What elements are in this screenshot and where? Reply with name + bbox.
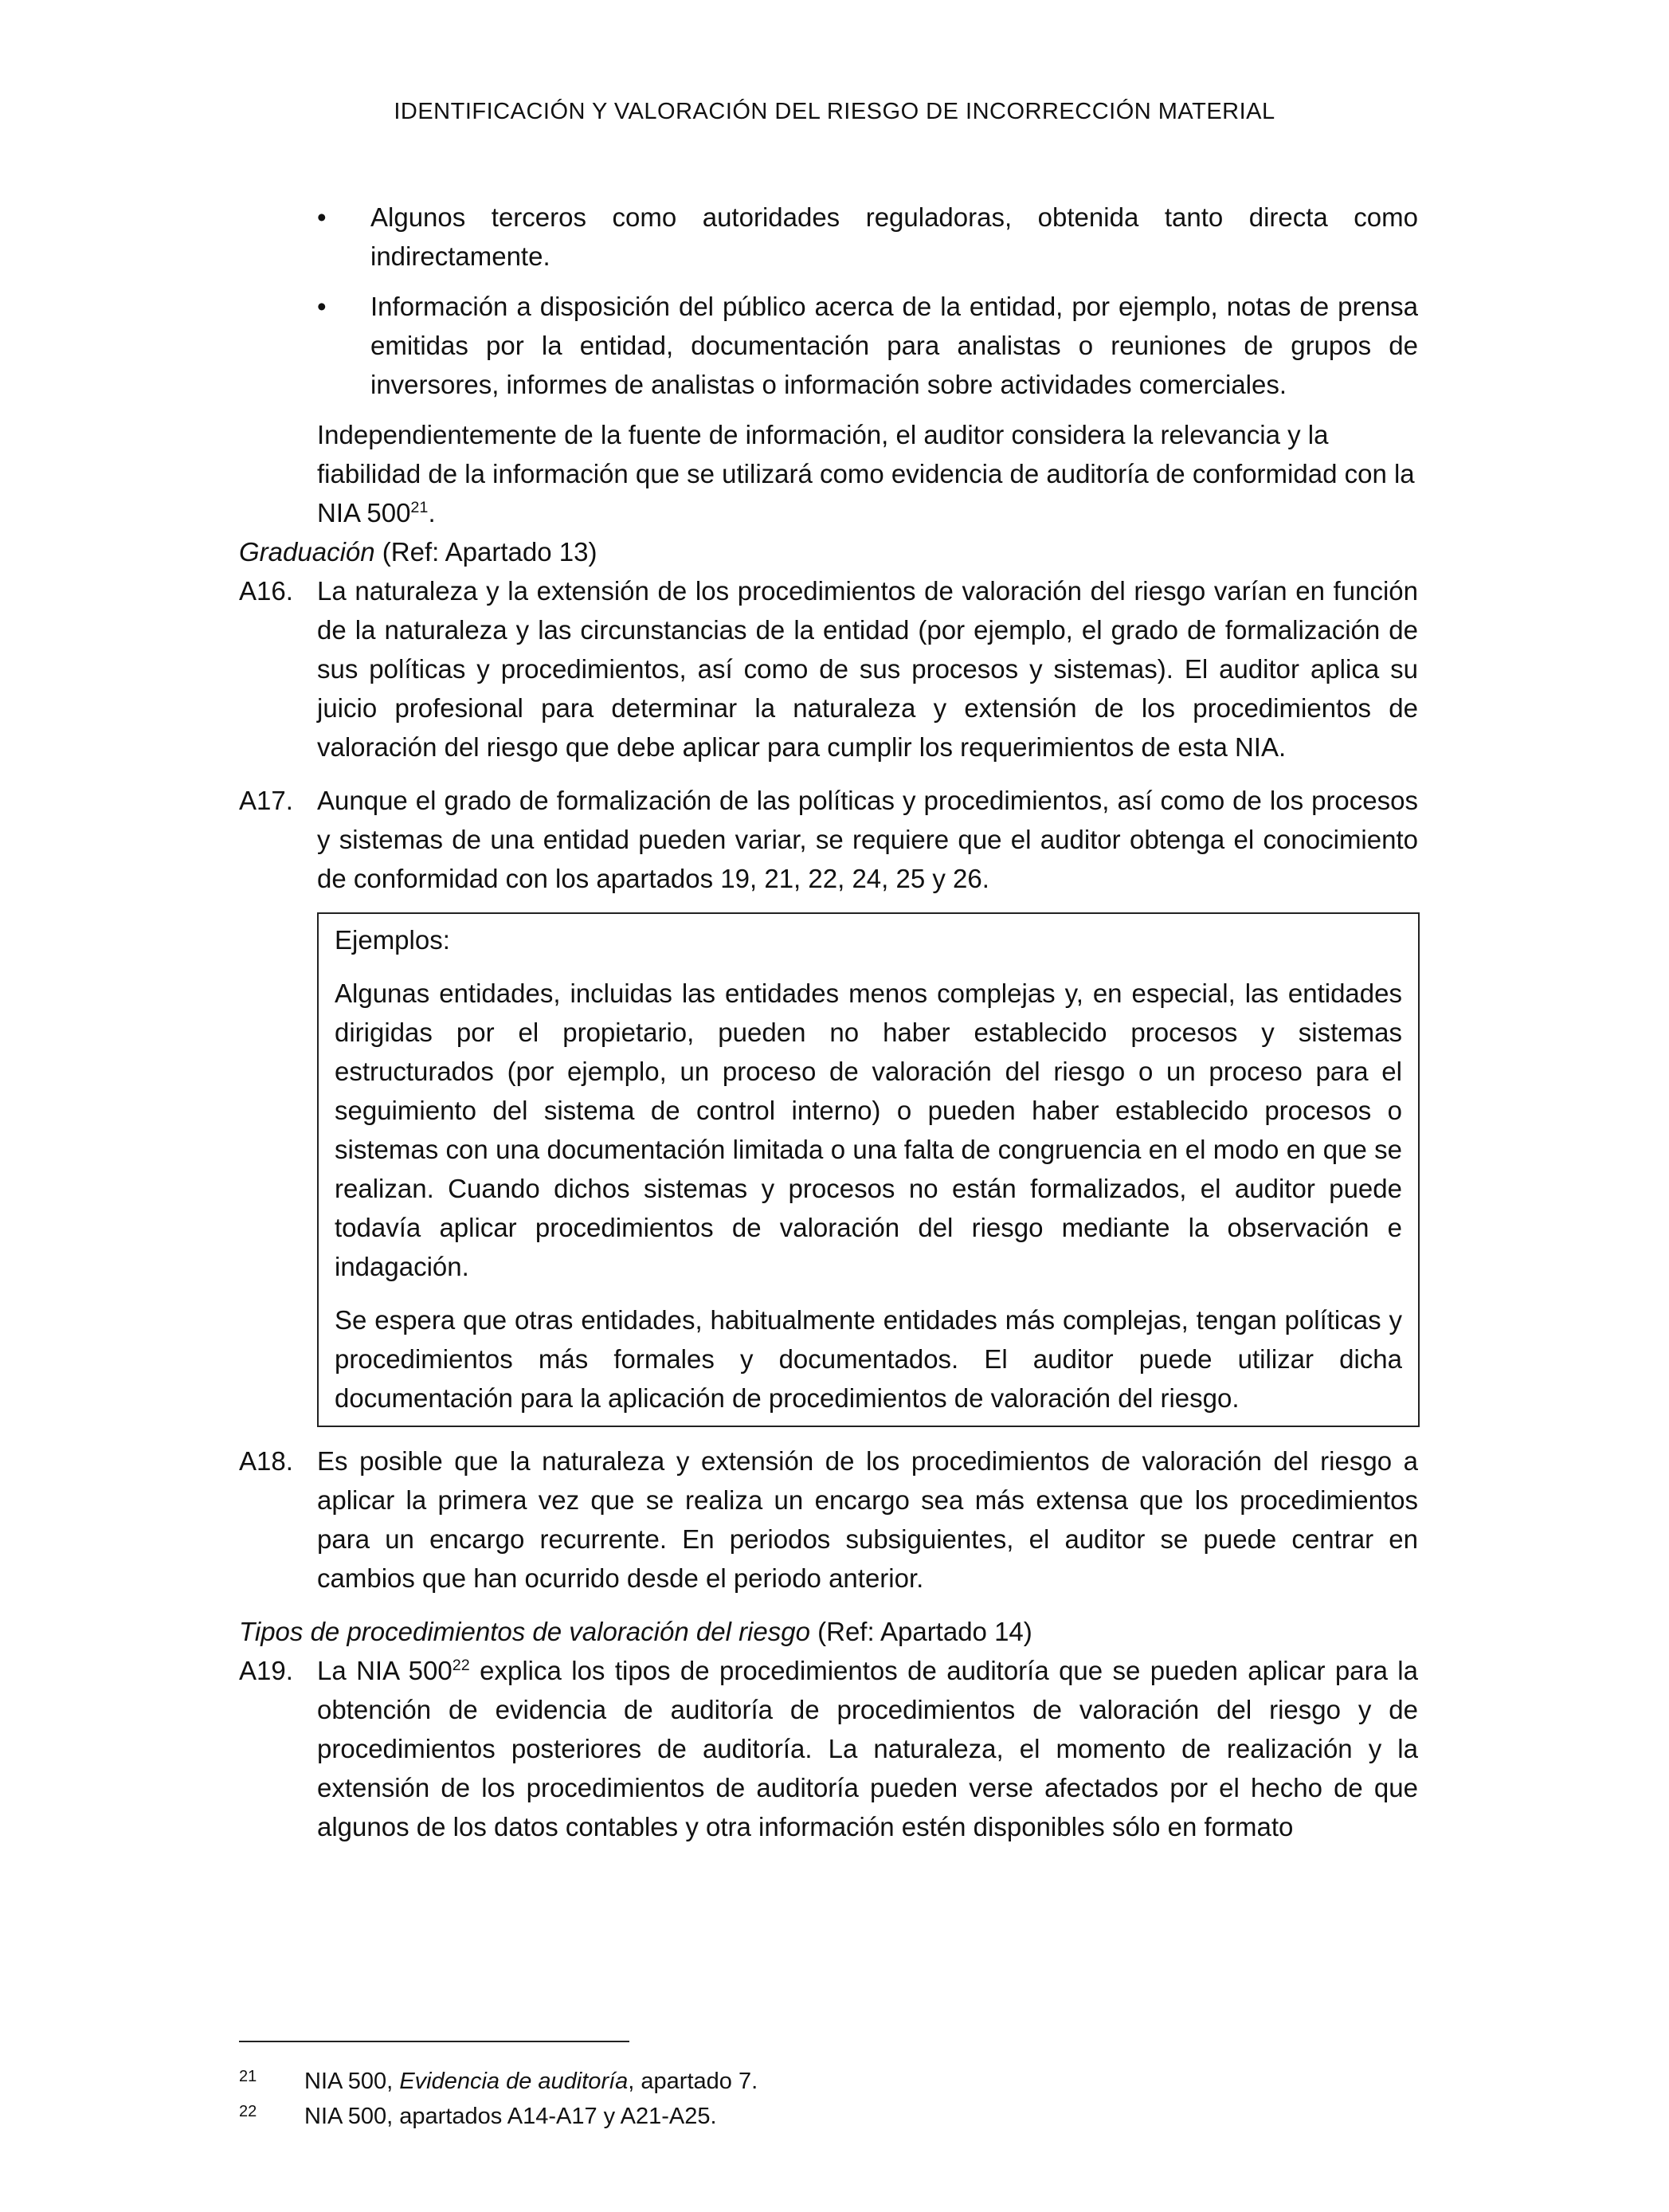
footnote-separator [239, 2041, 629, 2042]
footnote-tail: , apartado 7. [628, 2069, 758, 2094]
footnote-lead: NIA 500, [304, 2069, 400, 2094]
paragraph-number: A19. [239, 1656, 293, 1685]
paragraph-a18 [239, 1441, 1418, 1598]
paragraph-independent [239, 415, 1418, 532]
paragraph-text: Es posible que la naturaleza y extensión de los procedimientos de valoración del riesgo a aplicar la primera vez que se realiza un encargo sea más extensa que los procedimientos para un encargo recurrente. En periodos subsiguientes, el auditor se puede centrar en cambios que han ocurrido desde el periodo anterior. [317, 1446, 1418, 1593]
bullet-icon: • [317, 202, 327, 232]
paragraph-body: explica los tipos de procedimientos de auditoría que se pueden aplicar para la obtención de evidencia de auditoría de procedimientos de valoración del riesgo y de procedimientos posteriores de auditoría. La naturaleza, el momento de realización y la extensión de los procedimientos de auditoría pueden verse afectados por el hecho de que algunos de los datos contables y otra información estén disponibles sólo en formato [317, 1656, 1418, 1841]
paragraph-text: Aunque el grado de formalización de las políticas y procedimientos, así como de los procesos y sistemas de una entidad pueden variar, se requiere que el auditor obtenga el conocimiento de conformidad con los apartados 19, 21, 22, 24, 25 y 26. [317, 786, 1418, 893]
paragraph-text: Independientemente de la fuente de información, el auditor considera la relevancia y la fiabilidad de la información que se utilizará como evidencia de auditoría de conformidad con la NIA 500 [317, 420, 1415, 528]
footnote-lead: NIA 500, apartados A14-A17 y A21-A25. [304, 2104, 717, 2129]
footnote-21 [239, 2064, 758, 2099]
bullet-icon: • [317, 292, 327, 321]
paragraph-number: A16. [239, 576, 293, 606]
page-body [239, 198, 1418, 1861]
section-ref: (Ref: Apartado 14) [809, 1617, 1032, 1646]
paragraph-text [317, 1651, 1418, 1846]
section-title: Tipos de procedimientos de valoración del riesgo [239, 1617, 810, 1646]
footnote-mark: 22 [239, 2103, 257, 2120]
bullet-text: Información a disposición del público acerca de la entidad, por ejemplo, notas de prensa emitidas por la entidad, documentación para analistas o reuniones de grupos de inversores, informes de analistas o información sobre actividades comerciales. [370, 292, 1418, 399]
footnotes [239, 2064, 758, 2134]
section-ref: (Ref: Apartado 13) [374, 537, 597, 567]
page-header: IDENTIFICACIÓN Y VALORACIÓN DEL RIESGO DE INCORRECCIÓN MATERIAL [394, 99, 1275, 124]
section-title: Graduación [239, 537, 375, 567]
paragraph-a16 [239, 571, 1418, 767]
paragraph-number: A17. [239, 786, 293, 815]
footnote-italic: Evidencia de auditoría [399, 2069, 629, 2094]
examples-box [317, 912, 1420, 1427]
paragraph-a17 [239, 781, 1418, 898]
footnote-22 [239, 2099, 758, 2134]
bullet-text: Algunos terceros como autoridades reguladoras, obtenida tanto directa como indirectamente. [370, 202, 1418, 271]
paragraph-lead: La NIA 500 [317, 1656, 453, 1685]
footnote-mark: 21 [239, 2068, 257, 2085]
footnote-ref[interactable]: 21 [410, 499, 429, 516]
bullet-item [239, 287, 1418, 404]
section-heading-graduacion [239, 532, 1418, 571]
examples-paragraph: Algunas entidades, incluidas las entidades menos complejas y, en especial, las entidades dirigidas por el propietario, pueden no haber establecido procesos y sistemas estructurados (por ejemplo, un proceso de valoración del riesgo o un proceso para el seguimiento del sistema de control interno) o pueden haber establecido procesos o sistemas con una documentación limitada o una falta de congruencia en el modo en que se realizan. Cuando dichos sistemas y procesos no están formalizados, el auditor puede todavía aplicar procedimientos de valoración del riesgo mediante la observación e indagación. [335, 979, 1402, 1281]
examples-paragraph: Se espera que otras entidades, habitualmente entidades más complejas, tengan políticas y procedimientos más formales y documentados. El auditor puede utilizar dicha documentación para la aplicación de procedimientos de valoración del riesgo. [335, 1305, 1402, 1413]
paragraph-number: A18. [239, 1446, 293, 1476]
bullet-item [239, 198, 1418, 276]
paragraph-text: La naturaleza y la extensión de los procedimientos de valoración del riesgo varían en función de la naturaleza y las circunstancias de la entidad (por ejemplo, el grado de formalización de sus políticas y procedimientos, así como de sus procesos y sistemas). El auditor aplica su juicio profesional para determinar la naturaleza y extensión de los procedimientos de valoración del riesgo que debe aplicar para cumplir los requerimientos de esta NIA. [317, 576, 1418, 762]
section-heading-tipos [239, 1612, 1418, 1651]
examples-title: Ejemplos: [335, 925, 450, 955]
footnote-ref[interactable]: 22 [452, 1657, 470, 1674]
paragraph-a19 [239, 1651, 1418, 1846]
paragraph-end: . [428, 498, 436, 528]
